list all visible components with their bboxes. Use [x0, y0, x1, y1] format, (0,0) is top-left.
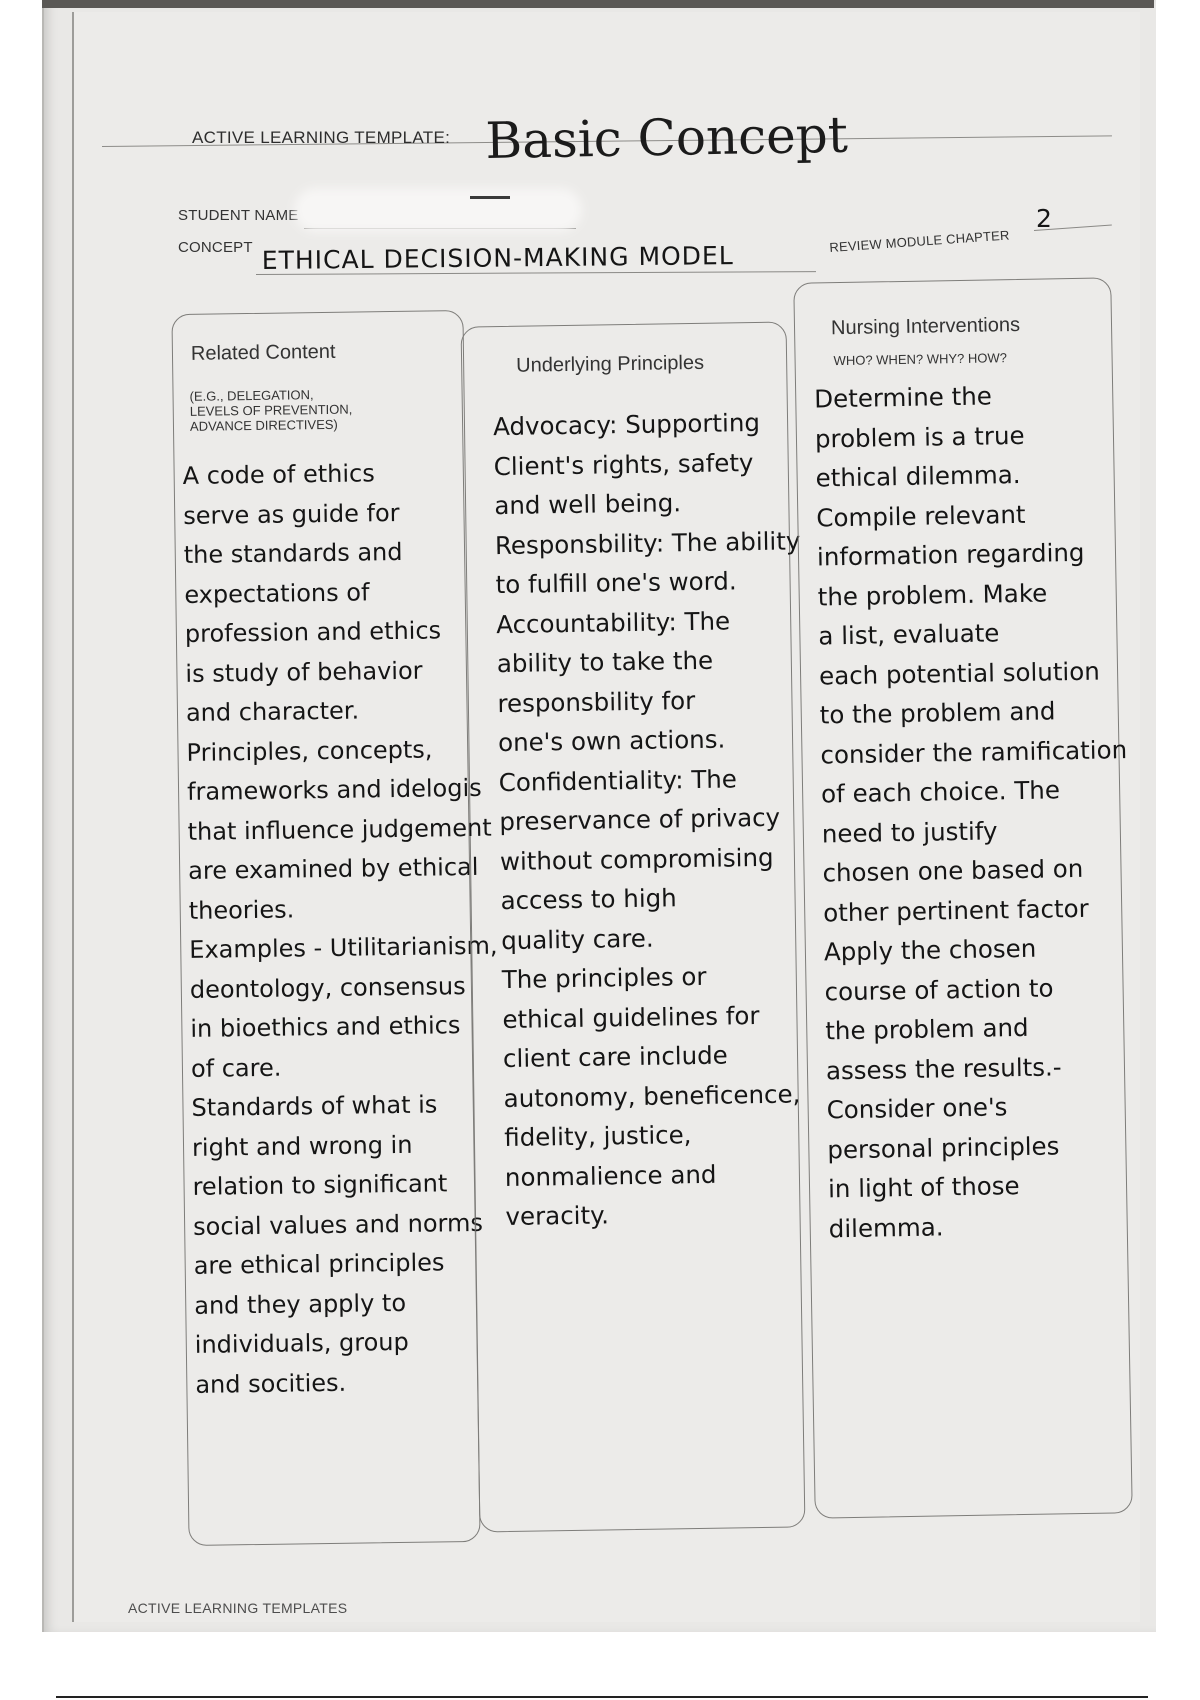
related-content-box: [171, 310, 498, 1546]
template-label: ACTIVE LEARNING TEMPLATE:: [192, 128, 451, 147]
bottom-rule: [56, 1696, 1148, 1698]
text-line: responsbility for: [497, 685, 696, 718]
photo-top-edge: [42, 0, 1154, 8]
text-line: Standards of what is: [191, 1090, 438, 1122]
student-name-line: [304, 228, 576, 229]
text-line: Apply the chosen: [823, 933, 1037, 967]
text-line: profession and ethics: [184, 616, 442, 648]
text-line: ethical guidelines for: [502, 1000, 760, 1034]
text-line: nonmalience and: [504, 1159, 717, 1192]
text-line: dilemma.: [828, 1211, 944, 1243]
text-line: Principles, concepts,: [186, 734, 433, 767]
text-line: fidelity, justice,: [504, 1120, 692, 1153]
text-line: Accountability: The: [495, 605, 731, 639]
text-line: and they apply to: [194, 1288, 407, 1320]
text-line: right and wrong in: [191, 1130, 413, 1162]
text-line: and socities.: [195, 1368, 347, 1399]
text-line: expectations of: [184, 577, 370, 609]
text-line: A code of ethics: [182, 459, 375, 490]
text-line: Confidentiality: The: [498, 763, 738, 797]
nursing-interventions-subheading: WHO? WHEN? WHY? HOW?: [833, 350, 1008, 369]
text-line: of each choice. The: [820, 775, 1061, 809]
text-line: ability to take the: [496, 645, 714, 679]
text-line: client care include: [502, 1040, 728, 1074]
text-line: relation to significant: [192, 1169, 448, 1201]
text-line: the standards and: [183, 537, 403, 569]
text-line: social values and norms: [192, 1208, 484, 1241]
text-line: chosen one based on: [822, 853, 1084, 888]
redaction-mark: [470, 196, 510, 199]
concept-label: CONCEPT: [178, 239, 253, 256]
chapter-value: 2: [1036, 204, 1052, 233]
text-line: one's own actions.: [497, 724, 726, 758]
text-line: in light of those: [827, 1171, 1020, 1204]
underlying-principles-text: [493, 402, 811, 1236]
text-line: Client's rights, safety: [493, 447, 754, 481]
text-line: serve as guide for: [183, 498, 400, 530]
text-line: are examined by ethical: [187, 852, 479, 885]
text-line: Determine the: [814, 381, 993, 414]
text-line: consider the ramification: [820, 734, 1128, 769]
text-line: Examples - Utilitarianism,: [189, 931, 498, 964]
text-line: Compile relevant: [816, 499, 1026, 532]
text-line: frameworks and idelogis: [186, 773, 482, 806]
text-line: the problem. Make: [817, 577, 1048, 611]
concept-value: ETHICAL DECISION-MAKING MODEL: [261, 241, 734, 275]
related-content-subheading: (E.G., DELEGATION, LEVELS OF PREVENTION, ADVANCE DIRECTIVES): [189, 387, 353, 434]
footer-label: ACTIVE LEARNING TEMPLATES: [128, 1600, 348, 1616]
text-line: access to high: [500, 883, 677, 916]
text-line: a list, evaluate: [818, 618, 1000, 651]
text-line: and character.: [185, 696, 360, 727]
text-line: Responsbility: The ability: [494, 525, 801, 560]
related-content-heading: Related Content: [190, 340, 336, 365]
text-line: course of action to: [824, 972, 1054, 1006]
text-line: theories.: [188, 894, 295, 925]
nursing-interventions-text: [814, 374, 1136, 1248]
text-line: autonomy, beneficence,: [503, 1078, 801, 1113]
text-line: personal principles: [827, 1130, 1060, 1164]
text-line: veracity.: [505, 1200, 610, 1232]
text-line: assess the results.-: [825, 1051, 1062, 1085]
text-line: preservance of privacy: [499, 802, 781, 837]
text-line: and well being.: [494, 488, 682, 521]
underlying-principles-heading: Underlying Principles: [515, 351, 705, 377]
text-line: are ethical principles: [193, 1248, 445, 1280]
nursing-interventions-box: [793, 277, 1133, 1518]
text-line: other pertinent factor: [822, 893, 1089, 927]
text-line: problem is a true: [814, 420, 1025, 454]
text-line: Consider one's: [826, 1092, 1008, 1125]
underlying-principles-box: [461, 322, 806, 1533]
redacted-student-name: [302, 196, 574, 224]
text-line: of care.: [190, 1053, 282, 1083]
text-line: information regarding: [816, 537, 1085, 572]
text-line: to the problem and: [819, 696, 1056, 730]
text-line: deontology, consensus: [189, 971, 466, 1004]
text-line: Advocacy: Supporting: [492, 407, 761, 442]
nursing-interventions-heading: Nursing Interventions: [830, 313, 1021, 340]
text-line: without compromising: [499, 842, 774, 876]
text-line: The principles or: [501, 961, 707, 995]
text-line: quality care.: [500, 923, 654, 955]
template-title: Basic Concept: [484, 105, 849, 170]
related-content-text: [182, 453, 503, 1405]
review-module-label: REVIEW MODULE CHAPTER: [828, 227, 1011, 255]
text-line: in bioethics and ethics: [190, 1011, 461, 1043]
text-line: individuals, group: [194, 1327, 409, 1359]
text-line: to fulfill one's word.: [495, 566, 737, 600]
text-line: need to justify: [821, 815, 998, 848]
text-line: ethical dilemma.: [815, 459, 1021, 493]
text-line: is study of behavior: [185, 656, 423, 688]
text-line: that influence judgement: [187, 813, 492, 846]
student-name-label: STUDENT NAME: [178, 207, 299, 224]
text-line: the problem and: [825, 1012, 1029, 1046]
text-line: each potential solution: [818, 656, 1100, 690]
